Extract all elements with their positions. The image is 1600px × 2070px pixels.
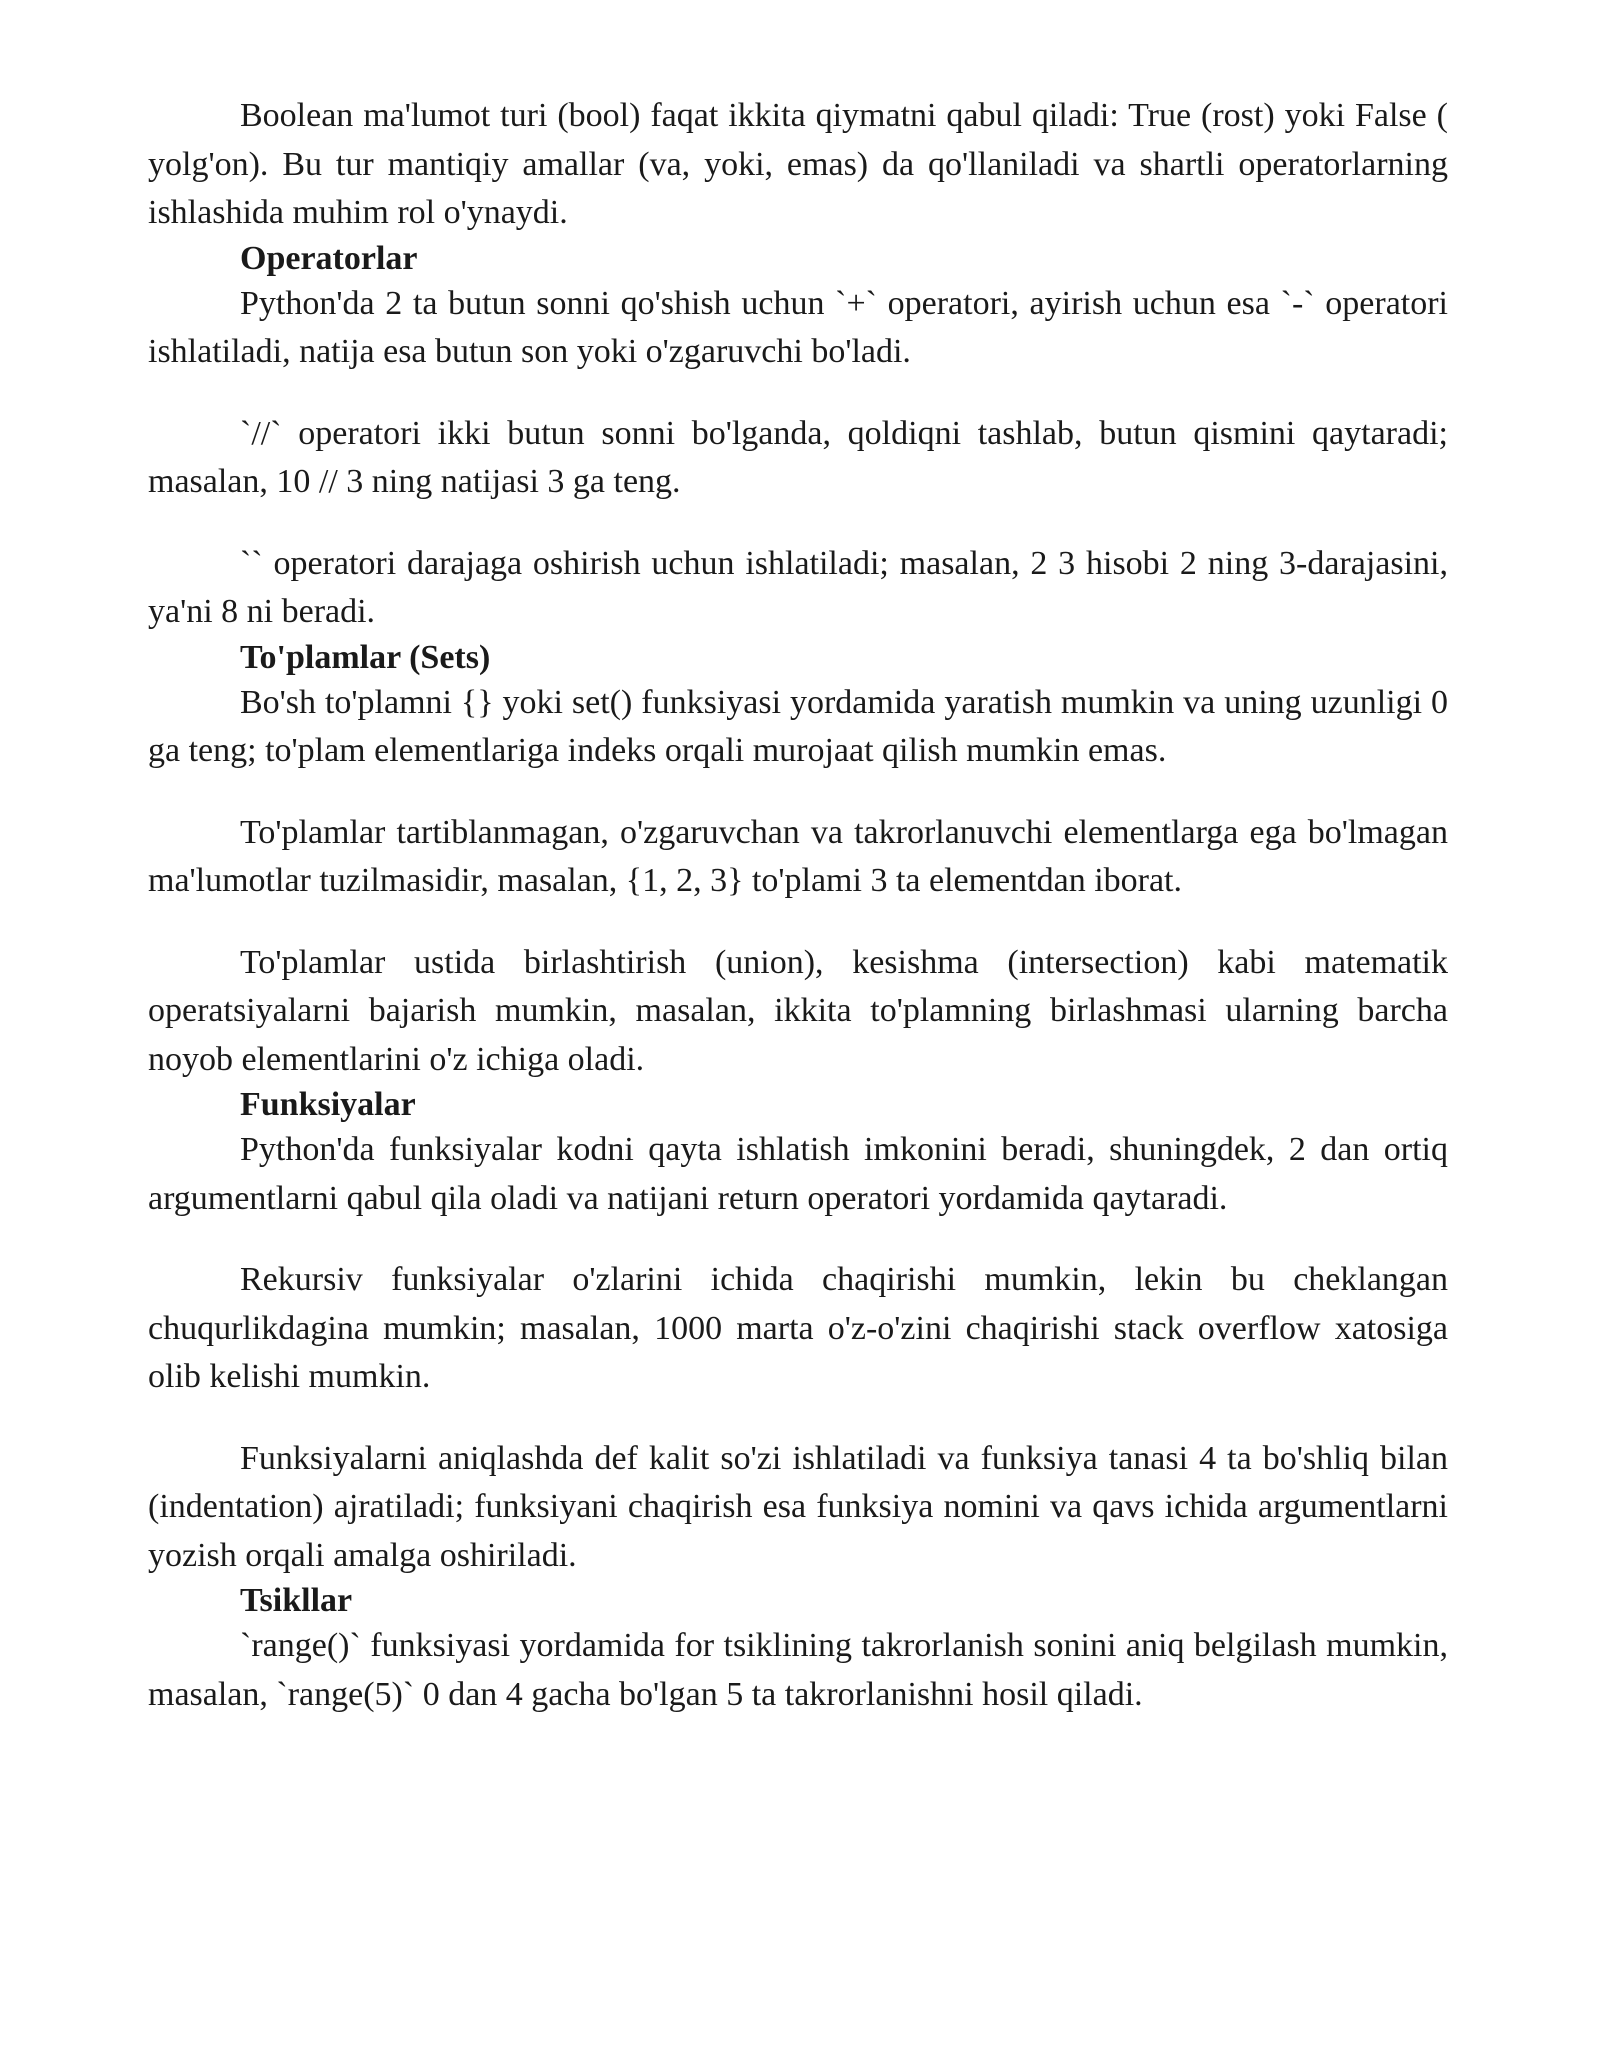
operatorlar-paragraph-2: `//` operatori ikki butun sonni bo'lganda, qoldiqni tashlab, butun qismini qaytaradi; masalan, 10 // 3 ning natijasi 3 ga teng. [148, 414, 1448, 500]
section-heading-operatorlar: Operatorlar [240, 239, 418, 277]
toplamlar-paragraph-1: Bo'sh to'plamni {} yoki set() funksiyasi yordamida yaratish mumkin va uning uzunligi 0 ga teng; to'plam elementlariga indeks orqali murojaat qilish mumkin emas. [148, 683, 1448, 769]
toplamlar-paragraph-2: To'plamlar tartiblanmagan, o'zgaruvchan va takrorlanuvchi elementlarga ega bo'lmagan ma'lumotlar tuzilmasidir, masalan, {1, 2, 3} to'plami 3 ta elementdan iborat. [148, 813, 1448, 899]
operatorlar-paragraph-3: `` operatori darajaga oshirish uchun ishlatiladi; masalan, 2 3 hisobi 2 ning 3-darajasini, ya'ni 8 ni beradi. [148, 544, 1448, 630]
operatorlar-paragraph-1: Python'da 2 ta butun sonni qo'shish uchun `+` operatori, ayirish uchun esa `-` operatori ishlatiladi, natija esa butun son yoki o'zgaruvchi bo'ladi. [148, 284, 1448, 370]
document-page [148, 92, 1448, 1719]
intro-paragraph: Boolean ma'lumot turi (bool) faqat ikkita qiymatni qabul qiladi: True (rost) yoki False ( yolg'on). Bu tur mantiqiy amallar (va, yoki, emas) da qo'llaniladi va shartli operatorlarning ishlashida muhim rol o'ynaydi. [148, 97, 1448, 231]
funksiyalar-paragraph-3: Funksiyalarni aniqlashda def kalit so'zi ishlatiladi va funksiya tanasi 4 ta bo'shliq bilan (indentation) ajratiladi; funksiyani chaqirish esa funksiya nomini va qavs ichida argumentlarni yozish orqali amalga oshiriladi. [148, 1439, 1448, 1574]
tsikllar-paragraph-1: `range()` funksiyasi yordamida for tsiklining takrorlanish sonini aniq belgilash mumkin, masalan, `range(5)` 0 dan 4 gacha bo'lgan 5 ta takrorlanishni hosil qiladi. [148, 1627, 1448, 1713]
section-heading-tsikllar: Tsikllar [240, 1582, 353, 1619]
funksiyalar-paragraph-1: Python'da funksiyalar kodni qayta ishlatish imkonini beradi, shuningdek, 2 dan ortiq argumentlarni qabul qila oladi va natijani return operatori yordamida qaytaradi. [148, 1131, 1448, 1217]
section-heading-funksiyalar: Funksiyalar [240, 1086, 416, 1123]
toplamlar-paragraph-3: To'plamlar ustida birlashtirish (union), kesishma (intersection) kabi matematik operatsiyalarni bajarish mumkin, masalan, ikkita to'plamning birlashmasi ularning barcha noyob elementlarini o'z ichiga oladi. [148, 943, 1448, 1078]
funksiyalar-paragraph-2: Rekursiv funksiyalar o'zlarini ichida chaqirishi mumkin, lekin bu cheklangan chuqurlikdagina mumkin; masalan, 1000 marta o'z-o'zini chaqirishi stack overflow xatosiga olib kelishi mumkin. [148, 1261, 1448, 1395]
section-heading-toplamlar: To'plamlar (Sets) [240, 638, 491, 676]
